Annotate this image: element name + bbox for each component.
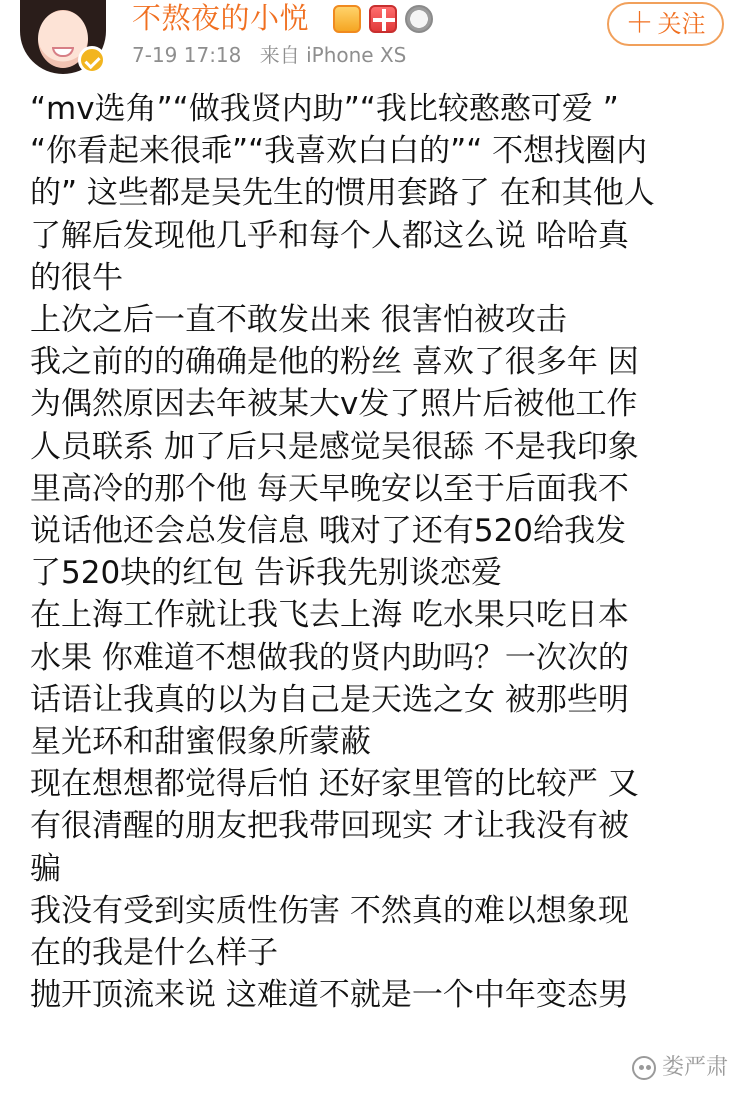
content-line: 我之前的的确确是他的粉丝 喜欢了很多年 因 [30, 344, 639, 381]
content-line: 现在想想都觉得后怕 还好家里管的比较严 又 [30, 766, 639, 803]
post-meta [132, 42, 406, 68]
verified-badge-icon [78, 46, 106, 74]
post-header [0, 0, 750, 82]
post-time: 7-19 17:18 [132, 43, 242, 67]
content-line: 里高冷的那个他 每天早晚安以至于后面我不 [30, 470, 629, 507]
content-line: 骗 [30, 850, 61, 887]
content-line: “mv选角”“做我贤内助”“我比较憨憨可爱 ” [30, 91, 619, 127]
wechat-icon [632, 1056, 656, 1080]
content-line: 在的我是什么样子 [30, 935, 278, 972]
content-line: 了解后发现他几乎和每个人都这么说 哈哈真 [30, 217, 629, 254]
content-line: “你看起来很乖”“我喜欢白白的”“ 不想找圈内 [30, 133, 648, 170]
content-line: 为偶然原因去年被某大v发了照片后被他工作 [30, 386, 638, 423]
post-source: 来自 iPhone XS [259, 43, 407, 67]
content-line: 在上海工作就让我飞去上海 吃水果只吃日本 [30, 597, 629, 634]
follow-button[interactable] [607, 2, 724, 46]
level-badge-icon [405, 5, 433, 33]
watermark-text: 娄严肃 [661, 1055, 728, 1080]
post-content [30, 88, 720, 1016]
content-line: 说话他还会总发信息 哦对了还有520给我发 [30, 513, 627, 550]
content-line: 抛开顶流来说 这难道不就是一个中年变态男 [30, 977, 629, 1014]
content-line: 的” 这些都是吴先生的惯用套路了 在和其他人 [30, 175, 655, 212]
content-line: 了520块的红包 告诉我先别谈恋爱 [30, 555, 503, 592]
plus-icon: ＋ [625, 6, 654, 39]
follow-label: 关注 [657, 10, 706, 38]
content-line: 上次之后一直不敢发出来 很害怕被攻击 [30, 302, 567, 339]
watermark [628, 1054, 732, 1082]
content-line: 星光环和甜蜜假象所蒙蔽 [30, 724, 371, 761]
content-line: 我没有受到实质性伤害 不然真的难以想象现 [30, 892, 629, 929]
content-line: 有很清醒的朋友把我带回现实 才让我没有被 [30, 808, 629, 845]
badge-row [333, 5, 433, 33]
gift-icon [369, 5, 397, 33]
content-line: 人员联系 加了后只是感觉吴很舔 不是我印象 [30, 428, 639, 465]
content-line: 水果 你难道不想做我的贤内助吗？一次次的 [30, 639, 629, 676]
username[interactable]: 不熬夜的小悦 [132, 1, 310, 35]
content-line: 话语让我真的以为自己是天选之女 被那些明 [30, 681, 629, 718]
vip-crown-icon [333, 5, 361, 33]
content-line: 的很牛 [30, 259, 123, 296]
